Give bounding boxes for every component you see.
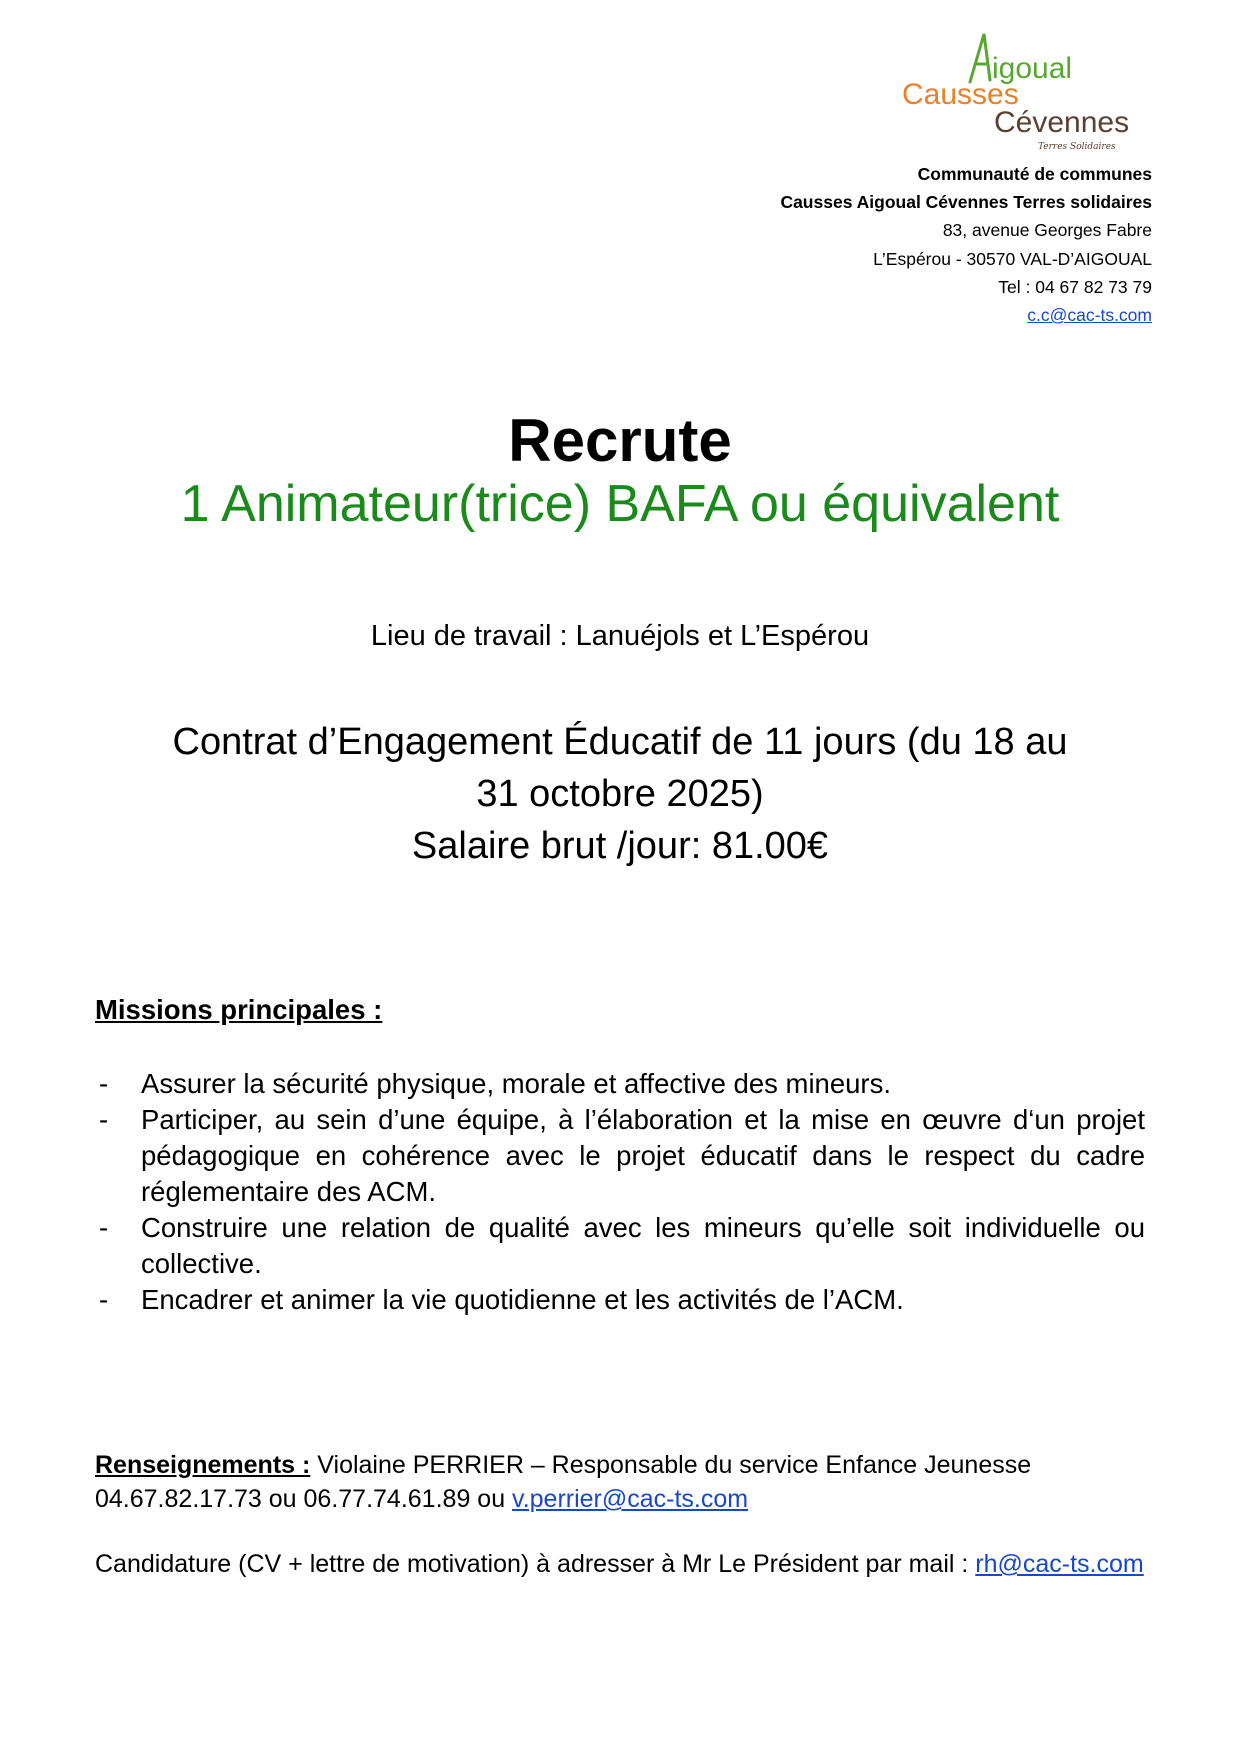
contract-info	[110, 716, 1130, 872]
list-dash: -	[99, 1068, 109, 1099]
address-org-type: Communauté de communes	[917, 164, 1152, 184]
organization-logo	[898, 20, 1148, 150]
address-org-name: Causses Aigoual Cévennes Terres solidaires	[780, 192, 1152, 213]
mission-text: Assurer la sécurité physique, morale et affective des mineurs.	[141, 1068, 891, 1099]
salary-line: Salaire brut /jour: 81.00€	[411, 825, 829, 867]
contact-info	[95, 1448, 1155, 1516]
work-location: Lieu de travail : Lanuéjols et L’Espérou	[370, 620, 870, 652]
logo-line2: Causses	[902, 78, 1019, 111]
address-email-link[interactable]: c.c@cac-ts.com	[1027, 305, 1152, 326]
title-block	[0, 405, 1240, 537]
contact-phones: 04.67.82.17.73 ou 06.77.74.61.89 ou	[95, 1485, 513, 1513]
missions-heading: Missions principales :	[95, 994, 383, 1025]
application-info	[95, 1547, 1155, 1581]
mission-text: Construire une relation de qualité avec les mineurs qu’elle soit individuelle ou collective.	[141, 1212, 1145, 1279]
address-street: 83, avenue Georges Fabre	[942, 220, 1152, 241]
address-phone: Tel : 04 67 82 73 79	[998, 276, 1152, 297]
contact-person: Violaine PERRIER – Responsable du service Enfance Jeunesse	[310, 1451, 1032, 1479]
list-dash: -	[99, 1104, 109, 1135]
mission-text: Participer, au sein d’une équipe, à l’élaboration et la mise en œuvre d‘un projet pédagogique en cohérence avec le projet éducatif dans le respect du cadre réglementaire des ACM.	[141, 1104, 1145, 1207]
list-item	[95, 1282, 1145, 1318]
contact-label: Renseignements :	[95, 1451, 311, 1479]
list-dash: -	[99, 1284, 109, 1315]
job-title: 1 Animateur(trice) BAFA ou équivalent	[180, 475, 1060, 533]
list-item	[95, 1210, 1145, 1282]
address-city: L’Espérou - 30570 VAL-D’AIGOUAL	[873, 248, 1152, 269]
logo-line1: igoual	[992, 52, 1073, 85]
list-item	[95, 1102, 1145, 1210]
contract-line2: 31 octobre 2025)	[476, 773, 764, 815]
mission-text: Encadrer et animer la vie quotidienne et les activités de l’ACM.	[141, 1284, 904, 1315]
address-block	[780, 160, 1152, 329]
list-item	[95, 1066, 1145, 1102]
logo-line3: Cévennes	[994, 106, 1130, 139]
missions-list	[95, 1066, 1145, 1318]
logo-tagline: Terres Solidaires	[1038, 142, 1116, 150]
contract-line1: Contrat d’Engagement Éducatif de 11 jours (du 18 au	[172, 721, 1068, 763]
page-title: Recrute	[508, 407, 732, 474]
list-dash: -	[99, 1212, 109, 1243]
contact-email-link[interactable]: v.perrier@cac-ts.com	[512, 1485, 749, 1513]
logo-graphic	[898, 20, 1148, 150]
application-text: Candidature (CV + lettre de motivation) à adresser à Mr Le Président par mail :	[95, 1550, 976, 1578]
application-email-link[interactable]: rh@cac-ts.com	[975, 1550, 1144, 1578]
